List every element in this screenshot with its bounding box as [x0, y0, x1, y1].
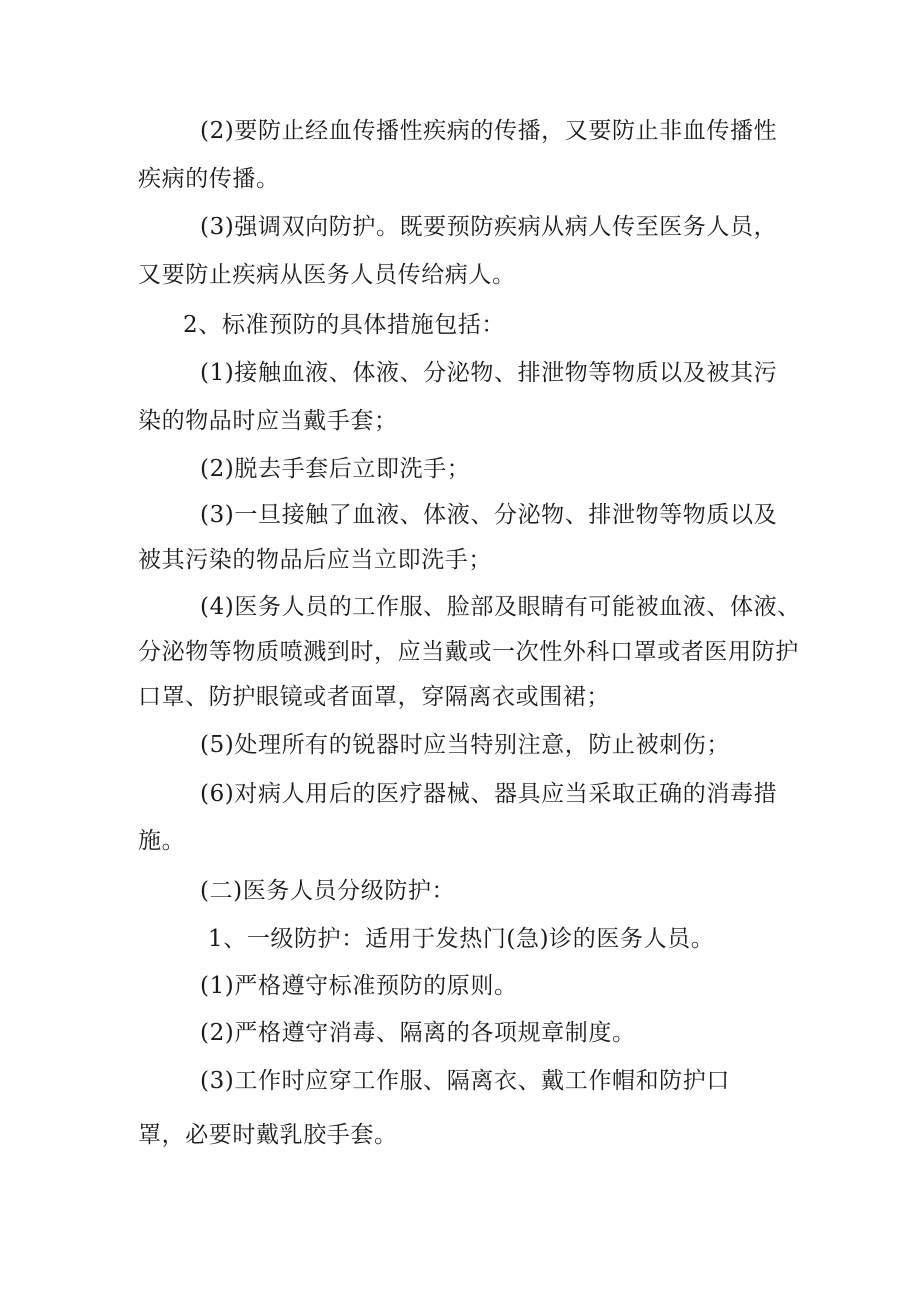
- text-line: 分泌物等物质喷溅到时，应当戴或一次性外科口罩或者医用防护: [138, 639, 799, 665]
- text-line: 施。: [138, 828, 186, 854]
- text-line: 染的物品时应当戴手套；: [138, 408, 398, 434]
- section-heading: 2、标准预防的具体措施包括：: [183, 312, 506, 338]
- text-line: 疾病的传播。: [138, 166, 280, 192]
- text-line: 口罩、防护眼镜或者面罩，穿隔离衣或围裙；: [138, 684, 610, 710]
- section-heading: (二)医务人员分级防护：: [200, 878, 456, 904]
- text-line: (1)接触血液、体液、分泌物、排泄物等物质以及被其污: [200, 360, 778, 386]
- text-line: (4)医务人员的工作服、脸部及眼睛有可能被血液、体液、: [200, 594, 801, 620]
- text-line: 罩，必要时戴乳胶手套。: [138, 1122, 398, 1148]
- text-line: (3)工作时应穿工作服、隔离衣、戴工作帽和防护口: [200, 1068, 730, 1094]
- text-line: (3)一旦接触了血液、体液、分泌物、排泄物等物质以及: [200, 502, 778, 528]
- text-line: (1)严格遵守标准预防的原则。: [200, 973, 518, 999]
- text-line: (2)脱去手套后立即洗手；: [200, 456, 471, 482]
- text-line: (3)强调双向防护。既要预防疾病从病人传至医务人员，: [200, 214, 778, 240]
- text-line: (5)处理所有的锐器时应当特别注意，防止被刺伤；: [200, 732, 730, 758]
- text-line: (2)严格遵守消毒、隔离的各项规章制度。: [200, 1020, 636, 1046]
- subsection-heading: 1、一级防护：适用于发热门(急)诊的医务人员。: [208, 926, 715, 952]
- text-line: 被其污染的物品后应当立即洗手；: [138, 547, 492, 573]
- text-line: (2)要防止经血传播性疾病的传播，又要防止非血传播性: [200, 118, 778, 144]
- text-line: 又要防止疾病从医务人员传给病人。: [138, 262, 516, 288]
- text-line: (6)对病人用后的医疗器械、器具应当采取正确的消毒措: [200, 781, 778, 807]
